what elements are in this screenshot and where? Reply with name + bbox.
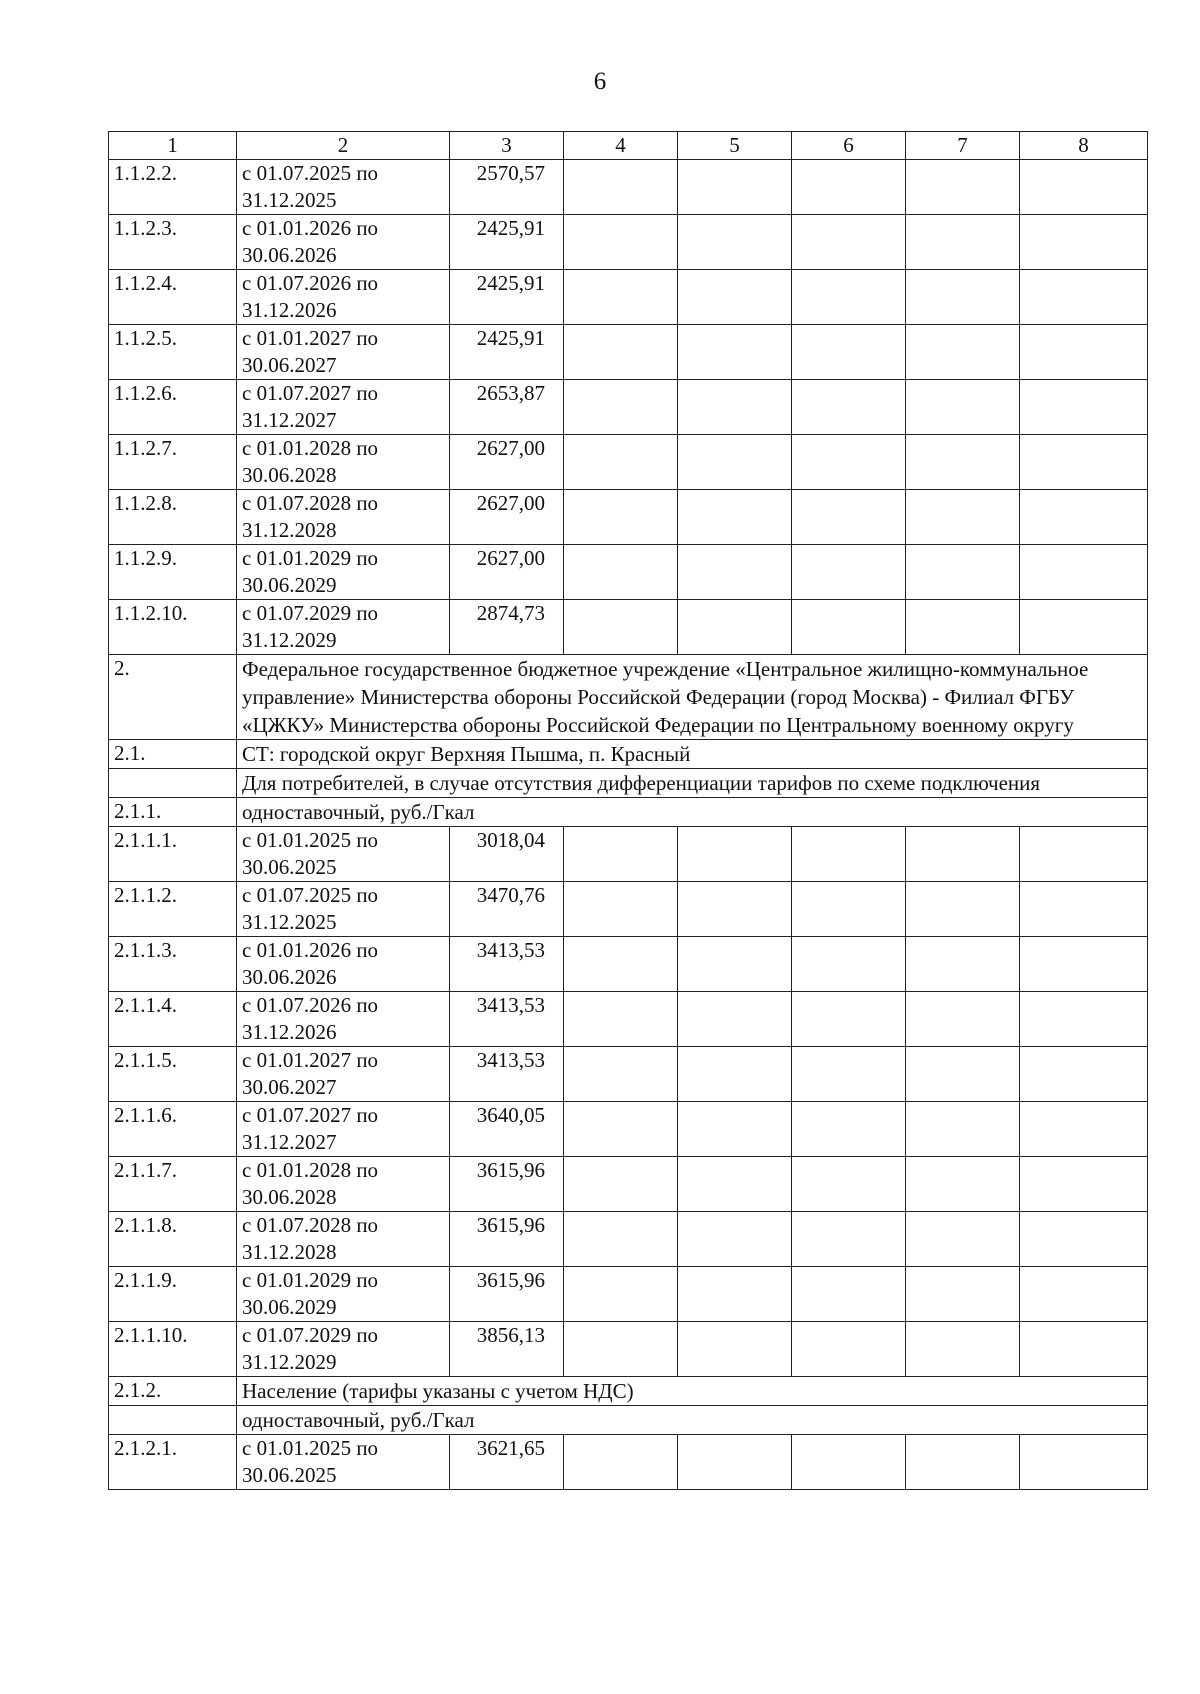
column-header: 5 (678, 132, 792, 160)
empty-cell (792, 827, 906, 882)
empty-cell (792, 490, 906, 545)
tariff-value-cell: 2627,00 (450, 435, 564, 490)
empty-cell (678, 827, 792, 882)
empty-cell (564, 992, 678, 1047)
empty-cell (792, 215, 906, 270)
empty-cell (792, 992, 906, 1047)
empty-cell (906, 1267, 1020, 1322)
empty-cell (792, 380, 906, 435)
row-number-cell: 1.1.2.10. (109, 600, 237, 655)
empty-cell (678, 937, 792, 992)
section-text-cell: одноставочный, руб./Гкал (237, 798, 1148, 827)
table-row (109, 769, 1148, 798)
section-text-cell: СТ: городской округ Верхняя Пышма, п. Красный (237, 740, 1148, 769)
tariff-value-cell: 3018,04 (450, 827, 564, 882)
empty-cell (1020, 490, 1148, 545)
empty-cell (1020, 325, 1148, 380)
tariff-value-cell: 3470,76 (450, 882, 564, 937)
empty-cell (1020, 882, 1148, 937)
table-row (109, 882, 1148, 937)
row-number-cell: 1.1.2.2. (109, 160, 237, 215)
empty-cell (564, 600, 678, 655)
period-cell: с 01.07.2027 по 31.12.2027 (237, 380, 450, 435)
empty-cell (678, 325, 792, 380)
period-cell: с 01.01.2028 по 30.06.2028 (237, 435, 450, 490)
empty-cell (678, 1157, 792, 1212)
empty-cell (678, 270, 792, 325)
empty-cell (678, 600, 792, 655)
empty-cell (678, 1047, 792, 1102)
period-cell: с 01.07.2028 по 31.12.2028 (237, 1212, 450, 1267)
empty-cell (564, 1322, 678, 1377)
period-cell: с 01.07.2027 по 31.12.2027 (237, 1102, 450, 1157)
tariff-value-cell: 3413,53 (450, 992, 564, 1047)
empty-cell (678, 1322, 792, 1377)
empty-cell (1020, 380, 1148, 435)
empty-cell (564, 435, 678, 490)
table-row (109, 1377, 1148, 1406)
empty-cell (1020, 992, 1148, 1047)
empty-cell (678, 882, 792, 937)
table-row (109, 490, 1148, 545)
empty-cell (564, 1435, 678, 1490)
table-row (109, 545, 1148, 600)
table-row (109, 325, 1148, 380)
empty-cell (906, 215, 1020, 270)
column-header: 6 (792, 132, 906, 160)
row-number-cell: 2.1.1.6. (109, 1102, 237, 1157)
period-cell: с 01.07.2029 по 31.12.2029 (237, 600, 450, 655)
row-number-cell: 2.1.1.2. (109, 882, 237, 937)
empty-cell (678, 160, 792, 215)
tariff-value-cell: 2627,00 (450, 545, 564, 600)
page-number: 6 (593, 68, 607, 95)
empty-cell (906, 1322, 1020, 1377)
period-cell: с 01.01.2029 по 30.06.2029 (237, 545, 450, 600)
period-cell: с 01.01.2025 по 30.06.2025 (237, 827, 450, 882)
empty-cell (564, 215, 678, 270)
empty-cell (1020, 1435, 1148, 1490)
column-header: 1 (109, 132, 237, 160)
table-row (109, 1157, 1148, 1212)
empty-cell (678, 215, 792, 270)
empty-cell (792, 270, 906, 325)
table-row (109, 270, 1148, 325)
section-text-cell: Федеральное государственное бюджетное учреждение «Центральное жилищно-коммунальное управление» Министерства обороны Российской Федерации (город Москва) - Филиал ФГБУ «ЦЖКУ» Министерства обороны Российской Федерации по Центральному военному округу (237, 655, 1148, 740)
period-cell: с 01.01.2025 по 30.06.2025 (237, 1435, 450, 1490)
table-row (109, 435, 1148, 490)
empty-cell (564, 1212, 678, 1267)
empty-cell (678, 1435, 792, 1490)
table-row (109, 827, 1148, 882)
empty-cell (678, 992, 792, 1047)
tariff-value-cell: 2425,91 (450, 325, 564, 380)
empty-cell (564, 490, 678, 545)
table-row (109, 1267, 1148, 1322)
empty-cell (564, 1102, 678, 1157)
empty-cell (564, 1157, 678, 1212)
empty-cell (792, 160, 906, 215)
empty-cell (564, 1267, 678, 1322)
column-header: 3 (450, 132, 564, 160)
row-number-cell: 1.1.2.3. (109, 215, 237, 270)
table-row (109, 600, 1148, 655)
tariff-value-cell: 3615,96 (450, 1157, 564, 1212)
empty-cell (564, 827, 678, 882)
table-row (109, 160, 1148, 215)
row-number-cell: 2.1.1.4. (109, 992, 237, 1047)
empty-cell (792, 937, 906, 992)
tariff-value-cell: 3640,05 (450, 1102, 564, 1157)
empty-cell (906, 827, 1020, 882)
table-row (109, 1322, 1148, 1377)
empty-cell (564, 270, 678, 325)
section-text-cell: Население (тарифы указаны с учетом НДС) (237, 1377, 1148, 1406)
table-row (109, 1047, 1148, 1102)
row-number-cell: 2.1.1.9. (109, 1267, 237, 1322)
empty-cell (1020, 435, 1148, 490)
empty-cell (564, 937, 678, 992)
table-row (109, 1212, 1148, 1267)
table-header-row (109, 132, 1148, 160)
period-cell: с 01.01.2026 по 30.06.2026 (237, 215, 450, 270)
empty-cell (792, 1157, 906, 1212)
empty-cell (792, 1435, 906, 1490)
tariff-value-cell: 3413,53 (450, 1047, 564, 1102)
row-number-cell: 2.1.1.8. (109, 1212, 237, 1267)
empty-cell (792, 1267, 906, 1322)
tariff-value-cell: 2653,87 (450, 380, 564, 435)
row-number-cell: 2.1.1.3. (109, 937, 237, 992)
tariff-table (108, 131, 1148, 1490)
empty-cell (564, 882, 678, 937)
tariff-value-cell: 2425,91 (450, 270, 564, 325)
empty-cell (792, 435, 906, 490)
table-row (109, 798, 1148, 827)
empty-cell (792, 1322, 906, 1377)
empty-cell (678, 435, 792, 490)
row-number-cell: 2.1.1.10. (109, 1322, 237, 1377)
row-number-cell: 2.1. (109, 740, 237, 769)
empty-cell (906, 1435, 1020, 1490)
empty-cell (906, 882, 1020, 937)
empty-cell (792, 545, 906, 600)
row-number-cell (109, 769, 237, 798)
row-number-cell: 2.1.1. (109, 798, 237, 827)
column-header: 7 (906, 132, 1020, 160)
tariff-value-cell: 3621,65 (450, 1435, 564, 1490)
table-row (109, 1435, 1148, 1490)
tariff-value-cell: 2425,91 (450, 215, 564, 270)
section-text-cell: одноставочный, руб./Гкал (237, 1406, 1148, 1435)
column-header: 8 (1020, 132, 1148, 160)
period-cell: с 01.01.2028 по 30.06.2028 (237, 1157, 450, 1212)
empty-cell (678, 1212, 792, 1267)
section-text-cell: Для потребителей, в случае отсутствия дифференциации тарифов по схеме подключения (237, 769, 1148, 798)
column-header: 2 (237, 132, 450, 160)
row-number-cell: 2.1.2. (109, 1377, 237, 1406)
tariff-value-cell: 2627,00 (450, 490, 564, 545)
empty-cell (678, 380, 792, 435)
row-number-cell: 2.1.1.1. (109, 827, 237, 882)
empty-cell (906, 937, 1020, 992)
table-row (109, 1406, 1148, 1435)
row-number-cell: 1.1.2.4. (109, 270, 237, 325)
period-cell: с 01.01.2026 по 30.06.2026 (237, 937, 450, 992)
empty-cell (792, 1047, 906, 1102)
table-row (109, 380, 1148, 435)
empty-cell (906, 1047, 1020, 1102)
row-number-cell: 1.1.2.5. (109, 325, 237, 380)
empty-cell (1020, 1322, 1148, 1377)
empty-cell (906, 992, 1020, 1047)
empty-cell (564, 160, 678, 215)
empty-cell (1020, 1157, 1148, 1212)
empty-cell (792, 882, 906, 937)
empty-cell (792, 1102, 906, 1157)
empty-cell (1020, 1212, 1148, 1267)
empty-cell (906, 600, 1020, 655)
table-row (109, 215, 1148, 270)
period-cell: с 01.07.2028 по 31.12.2028 (237, 490, 450, 545)
empty-cell (906, 490, 1020, 545)
empty-cell (1020, 1047, 1148, 1102)
empty-cell (792, 600, 906, 655)
period-cell: с 01.07.2025 по 31.12.2025 (237, 882, 450, 937)
column-header: 4 (564, 132, 678, 160)
period-cell: с 01.01.2027 по 30.06.2027 (237, 325, 450, 380)
tariff-value-cell: 3615,96 (450, 1212, 564, 1267)
empty-cell (678, 490, 792, 545)
empty-cell (1020, 160, 1148, 215)
tariff-value-cell: 2874,73 (450, 600, 564, 655)
tariff-value-cell: 3856,13 (450, 1322, 564, 1377)
empty-cell (906, 1102, 1020, 1157)
row-number-cell: 1.1.2.7. (109, 435, 237, 490)
row-number-cell (109, 1406, 237, 1435)
period-cell: с 01.01.2027 по 30.06.2027 (237, 1047, 450, 1102)
empty-cell (564, 325, 678, 380)
empty-cell (906, 1157, 1020, 1212)
row-number-cell: 1.1.2.6. (109, 380, 237, 435)
table-row (109, 992, 1148, 1047)
empty-cell (792, 1212, 906, 1267)
row-number-cell: 2.1.1.5. (109, 1047, 237, 1102)
period-cell: с 01.07.2026 по 31.12.2026 (237, 270, 450, 325)
row-number-cell: 2.1.2.1. (109, 1435, 237, 1490)
empty-cell (1020, 937, 1148, 992)
empty-cell (1020, 600, 1148, 655)
empty-cell (678, 1102, 792, 1157)
empty-cell (1020, 215, 1148, 270)
empty-cell (564, 1047, 678, 1102)
tariff-value-cell: 3615,96 (450, 1267, 564, 1322)
empty-cell (906, 325, 1020, 380)
empty-cell (906, 545, 1020, 600)
empty-cell (906, 435, 1020, 490)
empty-cell (1020, 827, 1148, 882)
period-cell: с 01.07.2026 по 31.12.2026 (237, 992, 450, 1047)
row-number-cell: 2. (109, 655, 237, 740)
tariff-value-cell: 3413,53 (450, 937, 564, 992)
table-row (109, 1102, 1148, 1157)
period-cell: с 01.07.2029 по 31.12.2029 (237, 1322, 450, 1377)
table-row (109, 655, 1148, 740)
empty-cell (1020, 1267, 1148, 1322)
empty-cell (1020, 1102, 1148, 1157)
empty-cell (1020, 545, 1148, 600)
row-number-cell: 1.1.2.8. (109, 490, 237, 545)
empty-cell (564, 380, 678, 435)
empty-cell (906, 1212, 1020, 1267)
table-row (109, 740, 1148, 769)
empty-cell (906, 380, 1020, 435)
table-row (109, 937, 1148, 992)
empty-cell (678, 1267, 792, 1322)
empty-cell (906, 270, 1020, 325)
row-number-cell: 2.1.1.7. (109, 1157, 237, 1212)
period-cell: с 01.07.2025 по 31.12.2025 (237, 160, 450, 215)
row-number-cell: 1.1.2.9. (109, 545, 237, 600)
empty-cell (564, 545, 678, 600)
table-body (109, 132, 1148, 1490)
empty-cell (906, 160, 1020, 215)
period-cell: с 01.01.2029 по 30.06.2029 (237, 1267, 450, 1322)
empty-cell (1020, 270, 1148, 325)
empty-cell (678, 545, 792, 600)
empty-cell (792, 325, 906, 380)
tariff-value-cell: 2570,57 (450, 160, 564, 215)
